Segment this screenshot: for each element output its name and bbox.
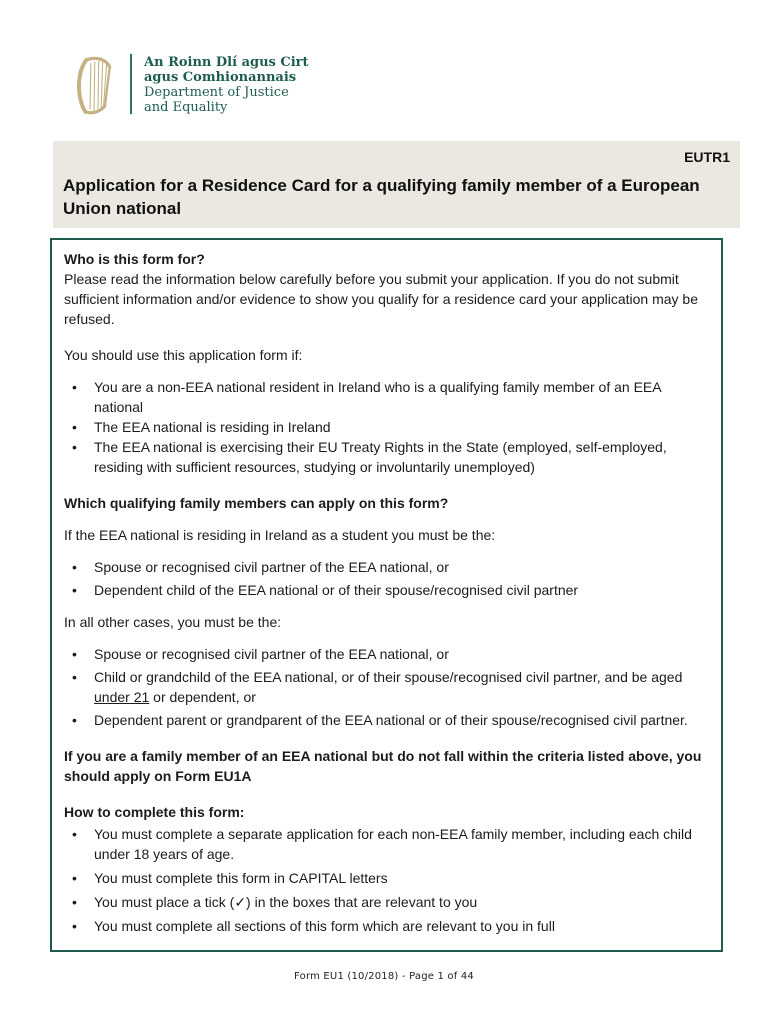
dept-name-irish-line2: agus Comhionannais <box>144 70 297 85</box>
family-heading: Which qualifying family members can apply on this form? <box>64 495 449 511</box>
student-list <box>64 557 707 600</box>
eu1a-note: If you are a family member of an EEA national but do not fall within the criteria listed above, you should apply on Form EU1A <box>64 748 702 784</box>
how-list <box>64 824 707 936</box>
dept-name <box>144 54 309 115</box>
bullet-text-post: or dependent, or <box>149 689 256 705</box>
dept-logo <box>72 54 309 116</box>
harp-icon <box>72 56 116 116</box>
title-band <box>53 141 740 228</box>
student-intro: If the EEA national is residing in Ireland as a student you must be the: <box>64 527 496 543</box>
page-footer: Form EU1 (10/2018) - Page 1 of 44 <box>294 971 474 982</box>
bullet-item: • Spouse or recognised civil partner of the EEA national, or <box>64 557 707 577</box>
who-heading: Who is this form for? <box>64 251 205 267</box>
other-intro: In all other cases, you must be the: <box>64 614 282 630</box>
bullet-item: • You are a non-EEA national resident in Ireland who is a qualifying family member of an EEA national <box>64 377 707 417</box>
intro-paragraph: Please read the information below carefully before you submit your application. If you do not submit sufficient information and/or evidence to show you qualify for a residence card your application may be refused. <box>64 271 698 327</box>
how-heading: How to complete this form: <box>64 804 245 820</box>
bullet-item: • Dependent parent or grandparent of the EEA national or of their spouse/recognised civil partner. <box>64 710 707 730</box>
info-box <box>50 238 723 952</box>
bullet-item <box>64 667 707 707</box>
use-if-list <box>64 377 707 477</box>
bullet-item: • The EEA national is residing in Ireland <box>64 417 707 437</box>
bullet-item: • The EEA national is exercising their EU Treaty Rights in the State (employed, self-employed, residing with sufficient resources, studying or involuntarily unemployed) <box>64 437 707 477</box>
logo-divider <box>130 54 132 114</box>
bullet-item: • Dependent child of the EEA national or of their spouse/recognised civil partner <box>64 580 707 600</box>
bullet-item: • You must place a tick (✓) in the boxes that are relevant to you <box>64 892 707 912</box>
bullet-item: • You must complete this form in CAPITAL letters <box>64 868 707 888</box>
bullet-item: • You must complete a separate application for each non-EEA family member, including each child under 18 years of age. <box>64 824 707 864</box>
bullet-item: • You must complete all sections of this form which are relevant to you in full <box>64 916 707 936</box>
other-list <box>64 644 707 730</box>
dept-name-english-line1: Department of Justice <box>144 85 289 100</box>
page-title: Application for a Residence Card for a qualifying family member of a European Union national <box>63 176 700 218</box>
dept-name-english-line2: and Equality <box>144 100 228 115</box>
underlined-text: under 21 <box>94 689 150 705</box>
dept-name-irish-line1: An Roinn Dlí agus Cirt <box>144 55 309 70</box>
form-code: EUTR1 <box>684 149 730 165</box>
bullet-text-pre: Child or grandchild of the EEA national, or of their spouse/recognised civil partner, and be aged <box>94 669 683 685</box>
use-if-intro: You should use this application form if: <box>64 347 303 363</box>
bullet-item: • Spouse or recognised civil partner of the EEA national, or <box>64 644 707 664</box>
